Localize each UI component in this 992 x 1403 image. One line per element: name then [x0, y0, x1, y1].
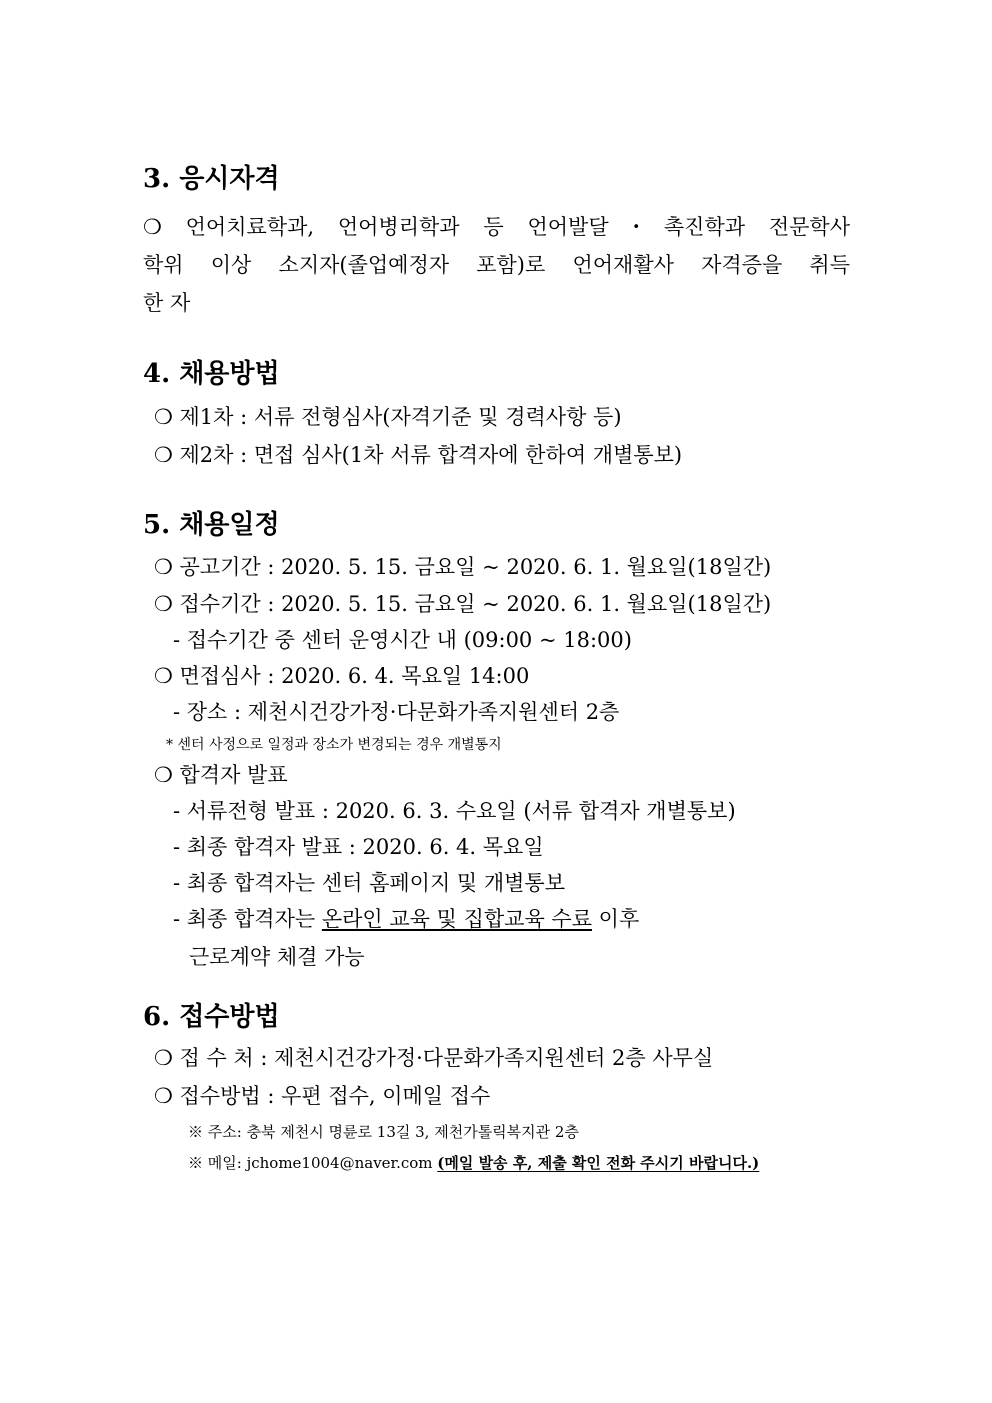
section-3-heading: 3. 응시자격 [143, 164, 280, 194]
announcement-title: ❍ 합격자 발표 [154, 763, 288, 787]
venue-note: * 센터 사정으로 일정과 장소가 변경되는 경우 개별통지 [166, 737, 502, 753]
email-confirmation-note: (메일 발송 후, 제출 확인 전화 주시기 바랍니다.) [437, 1154, 760, 1172]
section-3-line-2: 학위 이상 소지자(졸업예정자 포함)로 언어재활사 자격증을 취득 [143, 253, 850, 277]
receipt-place: ❍ 접 수 처 : 제천시건강가정·다문화가족지원센터 2층 사무실 [154, 1046, 714, 1070]
final-condition-prefix: - 최종 합격자는 [173, 907, 322, 931]
receipt-method: ❍ 접수방법 : 우편 접수, 이메일 접수 [154, 1084, 491, 1108]
training-requirement: 온라인 교육 및 집합교육 수료 [321, 907, 592, 931]
document-result-announcement: - 서류전형 발표 : 2020. 6. 3. 수요일 (서류 합격자 개별통보) [173, 799, 736, 823]
method-step-1: ❍ 제1차 : 서류 전형심사(자격기준 및 경력사항 등) [154, 405, 622, 429]
section-3-line-1: ❍ 언어치료학과, 언어병리학과 등 언어발달・촉진학과 전문학사 [143, 215, 850, 239]
email-line [188, 1152, 759, 1174]
receipt-period: ❍ 접수기간 : 2020. 5. 15. 금요일 ~ 2020. 6. 1. 월요일(18일간) [154, 592, 772, 616]
final-condition-line [173, 904, 639, 934]
interview-venue: - 장소 : 제천시건강가정·다문화가족지원센터 2층 [173, 700, 620, 724]
interview-date: ❍ 면접심사 : 2020. 6. 4. 목요일 14:00 [154, 664, 530, 688]
section-4-heading: 4. 채용방법 [143, 359, 280, 389]
method-step-2: ❍ 제2차 : 면접 심사(1차 서류 합격자에 한하여 개별통보) [154, 443, 683, 467]
final-condition-suffix: 이후 [591, 907, 640, 931]
final-result-announcement: - 최종 합격자 발표 : 2020. 6. 4. 목요일 [173, 835, 544, 859]
section-6-heading: 6. 접수방법 [143, 1002, 280, 1032]
final-notice-line: - 최종 합격자는 센터 홈페이지 및 개별통보 [173, 871, 566, 895]
final-condition-continuation: 근로계약 체결 가능 [189, 945, 365, 969]
notice-period: ❍ 공고기간 : 2020. 5. 15. 금요일 ~ 2020. 6. 1. 월요일(18일간) [154, 555, 772, 579]
receipt-hours: - 접수기간 중 센터 운영시간 내 (09:00 ~ 18:00) [173, 628, 632, 652]
section-3-line-3: 한 자 [143, 291, 191, 315]
email-address: ※ 메일: jchome1004@naver.com [188, 1154, 438, 1172]
section-5-heading: 5. 채용일정 [143, 510, 280, 540]
postal-address: ※ 주소: 충북 제천시 명륜로 13길 3, 제천가톨릭복지관 2층 [188, 1123, 579, 1141]
